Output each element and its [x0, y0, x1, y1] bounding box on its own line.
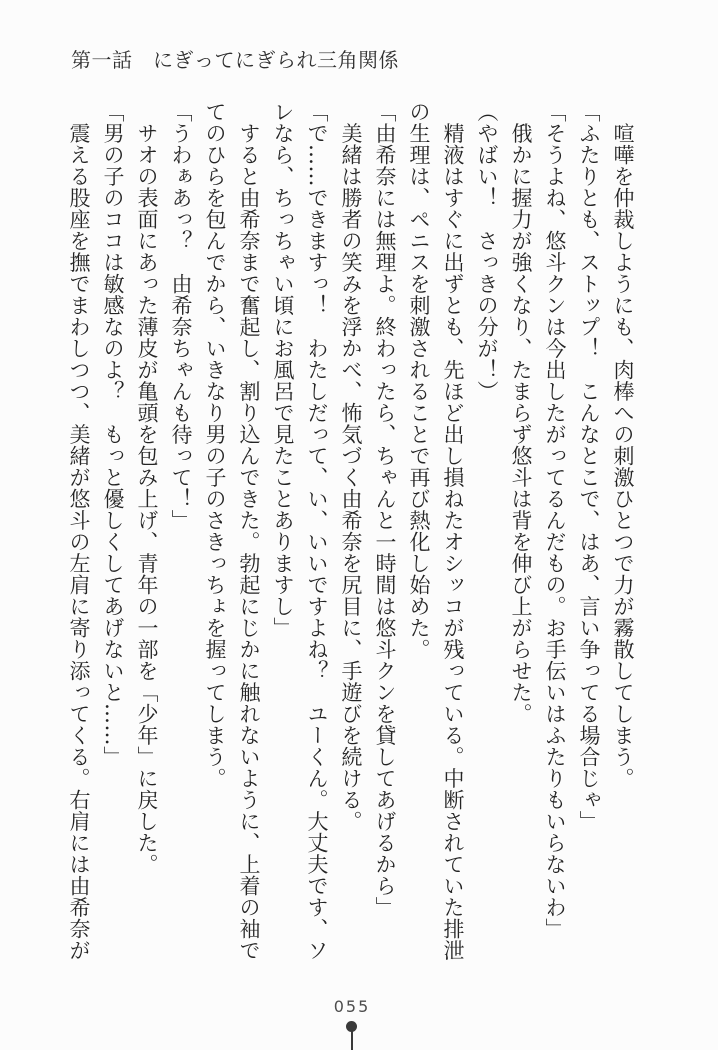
- text-column: 「男の子のココは敏感なのよ？ もっと優しくしてあげないと……」: [101, 101, 125, 768]
- text-column: 美緒は勝者の笑みを浮かべ、怖気づく由希奈を尻目に、手遊びを続ける。: [339, 101, 363, 832]
- text-column: （やばい！ さっきの分が！）: [475, 101, 499, 402]
- text-column: 喧嘩を仲裁しようにも、肉棒への刺激ひとつで力が霧散してしまう。: [611, 101, 635, 789]
- text-column: サオの表面にあった薄皮が亀頭を包み上げ、青年の一部を「少年」に戻した。: [135, 101, 159, 875]
- text-column: の生理は、ペニスを刺激されることで再び熱化し始めた。: [407, 101, 431, 660]
- text-column: 「ふたりとも、ストップ！ こんなとこで、はあ、言い争ってる場合じゃ」: [577, 101, 601, 832]
- text-column: 「由希奈には無理よ。終わったら、ちゃんと一時間は悠斗クンを貸してあげるから」: [373, 101, 397, 918]
- text-column: 震える股座を撫でまわしつつ、美緒が悠斗の左肩に寄り添ってくる。右肩には由希奈が: [67, 101, 91, 961]
- text-column: レなら、ちっちゃい頃にお風呂で見たことありますし」: [271, 101, 295, 639]
- text-column: 「そうよね、悠斗クンは今出したがってるんだもの。お手伝いはふたりもいらないわ」: [543, 101, 567, 940]
- chapter-header: 第一話 にぎってにぎられ三角関係: [71, 48, 399, 72]
- text-column: 俄かに握力が強くなり、たまらず悠斗は背を伸び上がらせた。: [509, 101, 533, 725]
- text-column: 「で……できますっ！ わたしだって、い、いいですよね？ ユーくん。大丈夫です、ソ: [305, 101, 329, 961]
- page-marker-stem-icon: [351, 1029, 353, 1050]
- text-column: すると由希奈まで奮起し、割り込んできた。勃起にじかに触れないように、上着の袖で: [237, 101, 261, 961]
- page-number: 055: [333, 997, 371, 1016]
- body-text: [62, 101, 640, 965]
- text-column: 「うわぁあっ？ 由希奈ちゃんも待って！」: [169, 101, 193, 531]
- text-column: てのひらを包んでから、いきなり男の子のさきっちょを握ってしまう。: [203, 101, 227, 789]
- text-column: 精液はすぐに出ずとも、先ほど出し損ねたオシッコが残っている。中断されていた排泄: [441, 101, 465, 961]
